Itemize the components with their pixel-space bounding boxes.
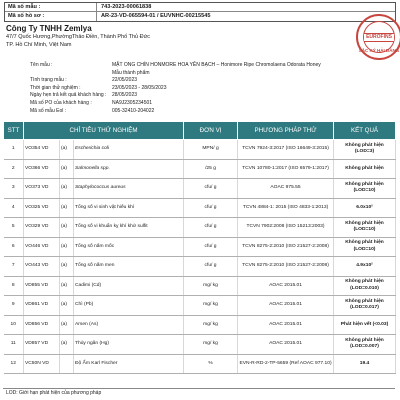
sample-info-block [30,62,360,115]
info-value: 28/05/2023 [112,92,138,99]
row-result: 4.9x10² [334,257,396,277]
row-result: Không phát hiện (LOD=0.007) [334,335,396,355]
row-unit: MPN/ g [184,140,238,160]
row-ref [60,354,74,374]
col-header-result: KẾT QUẢ [334,122,396,140]
customer-block [6,24,306,49]
col-header-unit: ĐƠN VỊ [184,122,238,140]
row-stt: 4 [4,198,24,218]
row-ref: (a) [60,296,74,316]
row-test-name: Escherichia coli [74,140,184,160]
results-table [3,121,396,374]
table-row [4,335,396,355]
row-ref: (a) [60,335,74,355]
row-test-code: VO366 VD [24,159,60,179]
row-stt: 7 [4,257,24,277]
row-result: Không phát hiện (LOD=10) [334,179,396,199]
info-value: MẬT ONG CHÍN HONMORE HOA YÊN BẠCH – Honimore Ripe Chromolaena Odorata Honey [112,62,321,68]
row-stt: 8 [4,276,24,296]
table-row [4,276,396,296]
row-method: AOAC 2015.01 [238,276,334,296]
row-stt: 6 [4,237,24,257]
file-code-value: AR-23-VD-065594-01 / EUVNHC-00215545 [101,13,211,19]
row-test-code: VD855 VD [24,276,60,296]
row-test-name: Arsen (As) [74,315,184,335]
row-result: Không phát hiện (LOD=10) [334,237,396,257]
info-row-po-number [30,100,360,108]
info-value: 005-32410-204022 [112,107,155,114]
info-row-sample-name [30,62,360,70]
table-row [4,179,396,199]
row-ref: (a) [60,179,74,199]
row-method: TCVN 4884-1: 2015 (ISO 4833-1:2013) [238,198,334,218]
row-ref: (a) [60,198,74,218]
row-method: TCVN 7902:2008 (ISO 15213:2003) [238,218,334,238]
results-body [4,140,396,374]
row-test-code: VD861 VD [24,296,60,316]
row-test-code: VD856 VD [24,315,60,335]
row-stt: 3 [4,179,24,199]
row-test-name: Tổng số nấm mốc [74,237,184,257]
row-result: 19.4 [334,354,396,374]
info-label: Thời gian thử nghiệm : [30,84,81,91]
row-stt: 1 [4,140,24,160]
row-stt: 11 [4,335,24,355]
row-ref: (a) [60,218,74,238]
table-row [4,218,396,238]
info-label: Ngày hẹn trả kết quả khách hàng : [30,92,107,99]
row-test-name: Salmonella spp. [74,159,184,179]
row-unit: cfu/ g [184,257,238,277]
row-ref: (a) [60,237,74,257]
row-test-code: VO325 VD [24,198,60,218]
row-method: AOAC 975.55 [238,179,334,199]
row-ref: (a) [60,140,74,160]
row-unit: mg/ kg [184,335,238,355]
row-test-name: Tổng số vi khuẩn kỵ khí khử sulfit [74,218,184,238]
row-unit: mg/ kg [184,315,238,335]
row-stt: 9 [4,296,24,316]
row-result: 6.0x10² [334,198,396,218]
table-row [4,296,396,316]
row-result: Không phát hiện (LOD=3) [334,140,396,160]
row-method: TCVN 7924-3:2017 (ISO 16649-3:2015) [238,140,334,160]
col-header-stt: STT [4,122,24,140]
row-method: TCVN 8275-2:2010 (ISO 21527-2:2008) [238,257,334,277]
info-label: Mã số mẫu Eol : [30,107,67,114]
row-stt: 5 [4,218,24,238]
customer-address-line-2: TP. Hồ Chí Minh, Việt Nam [6,41,72,48]
row-stt: 12 [4,354,24,374]
info-label: Tình trạng mẫu : [30,77,67,84]
col-header-test-item: CHỈ TIÊU THỬ NGHIỆM [24,122,184,140]
stamp-caption: SẮC KÝ HẢI ĐĂNG [358,48,400,53]
sample-code-row [5,3,395,12]
row-test-code: VO329 VD [24,218,60,238]
info-value: NA9J2305234501 [112,99,153,106]
table-row [4,140,396,160]
row-method: AOAC 2015.01 [238,315,334,335]
row-test-code: VO446 VD [24,237,60,257]
row-test-code: VD857 VD [24,335,60,355]
table-row [4,198,396,218]
row-test-code: VC50N VD [24,354,60,374]
results-header-row [4,122,396,140]
row-ref: (a) [60,276,74,296]
customer-address-line-1: 47/7 Quốc Hương,PhườngThảo Điền, Thành Phố Thủ Đức [6,34,151,40]
row-method: TCVN 10780-1:2017 (ISO 6579-1:2017) [238,159,334,179]
file-code-label: Mã số hồ sơ : [5,12,97,21]
row-method: AOAC 2015.01 [238,296,334,316]
row-unit: % [184,354,238,374]
row-unit: cfu/ g [184,198,238,218]
table-row [4,354,396,374]
col-header-method: PHƯƠNG PHÁP THỬ [238,122,334,140]
table-row [4,257,396,277]
table-row [4,315,396,335]
row-ref: (a) [60,315,74,335]
row-test-name: Độ Ẩm Karl Fischer [74,354,184,374]
row-stt: 10 [4,315,24,335]
row-unit: cfu/ g [184,179,238,199]
row-test-name: Tổng số vi sinh vật hiếu khí [74,198,184,218]
info-row-sample-status [30,77,360,85]
row-test-name: Staphylococcus aureus [74,179,184,199]
info-label: Mã số PO của khách hàng : [30,99,92,106]
info-row-sample-type [30,70,360,78]
row-method: EVN-R-RD-2-TP-5659 (Ref AOAC 977.10) [238,354,334,374]
laboratory-stamp [356,14,400,60]
row-unit: cfu/ g [184,237,238,257]
row-result: Không phát hiện (LOD=0.010) [334,276,396,296]
stamp-band-text: EUROFINS [364,33,394,42]
row-test-code: VO354 VD [24,140,60,160]
row-unit: /25 g [184,159,238,179]
row-result: Không phát hiện (LOD=0.017) [334,296,396,316]
info-value: 23/05/2023 - 28/05/2023 [112,84,167,91]
table-row [4,237,396,257]
info-label: Tên mẫu : [30,62,53,68]
footer-note: LOD: Giới hạn phát hiện của phương pháp [3,388,395,397]
file-code-row [5,12,395,21]
row-result: Không phát hiện [334,159,396,179]
info-row-test-period [30,85,360,93]
row-unit: mg/ kg [184,296,238,316]
row-stt: 2 [4,159,24,179]
report-header-box [4,2,396,22]
info-value: 22/05/2023 [112,77,138,84]
sample-code-label: Mã số mẫu : [5,3,97,11]
info-row-eol-code [30,108,360,116]
row-method: AOAC 2015.01 [238,335,334,355]
row-unit: cfu/ g [184,218,238,238]
row-result: Phát hiện vết (<0.03) [334,315,396,335]
row-test-name: Chì (Pb) [74,296,184,316]
row-ref: (a) [60,257,74,277]
row-result: Không phát hiện (LOD=10) [334,218,396,238]
row-unit: mg/ kg [184,276,238,296]
row-test-name: Thủy ngân (Hg) [74,335,184,355]
info-value: Mẫu thành phẩm [112,69,150,76]
row-test-name: Cadimi (Cd) [74,276,184,296]
info-row-due-date [30,92,360,100]
table-row [4,159,396,179]
row-test-name: Tổng số nấm men [74,257,184,277]
row-method: TCVN 8275-2:2010 (ISO 21527-2:2008) [238,237,334,257]
customer-name: Công Ty TNHH Zemlya [6,24,92,33]
row-test-code: VO373 VD [24,179,60,199]
row-ref: (a) [60,159,74,179]
sample-code-value: 743-2023-00061838 [101,4,152,10]
row-test-code: VO443 VD [24,257,60,277]
